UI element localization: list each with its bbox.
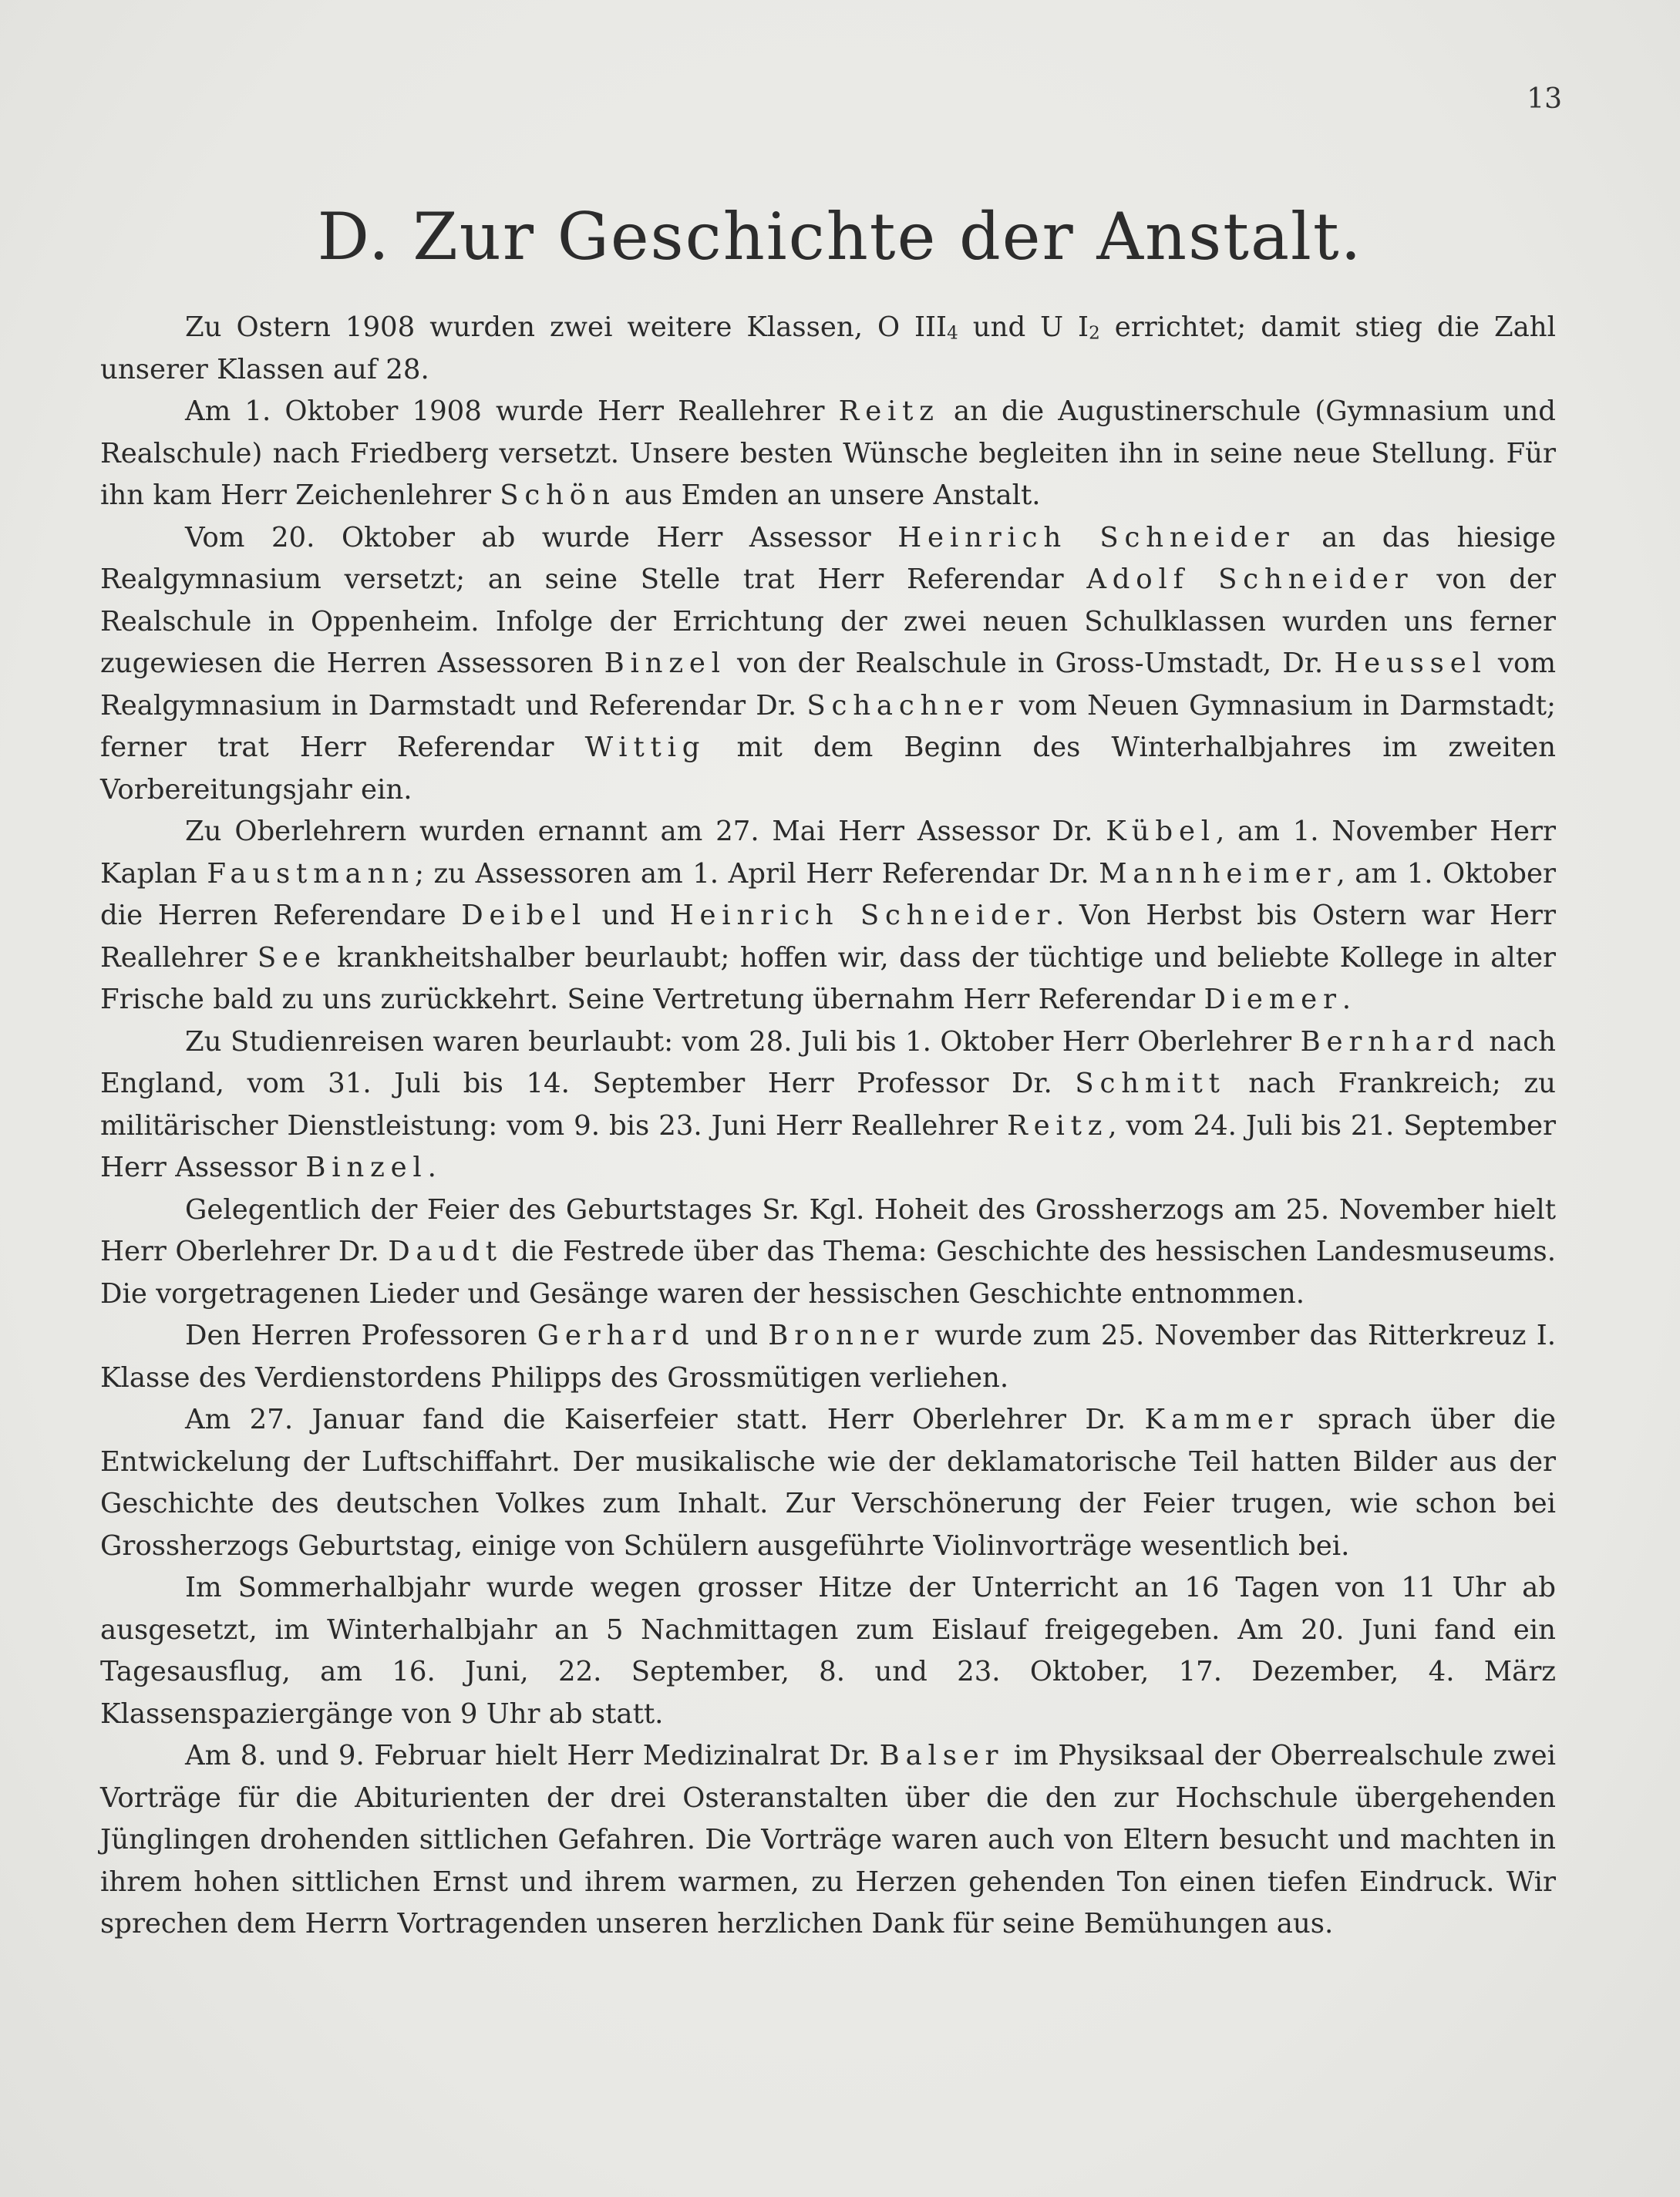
spaced-name: Balser — [879, 1740, 1005, 1771]
spaced-name: Bernhard — [1300, 1025, 1480, 1058]
paragraph — [100, 1315, 1556, 1399]
text-run: , am 1. November Herr Kaplan — [100, 816, 1556, 890]
subscript: 2 — [1089, 323, 1100, 344]
spaced-name: Heinrich Schneider — [669, 900, 1056, 931]
text-run: nach England, vom 31. Juli bis 14. September Herr Professor Dr. — [100, 1025, 1556, 1099]
text-run: ; zu Assessoren am 1. April Herr Referendar Dr. — [414, 857, 1099, 890]
text-run: an die Augustinerschule (Gymnasium und Realschule) nach Friedberg versetzt. Unsere besten Wünsche begleiten ihn in seine neue Stellung. Für ihn kam Herr Zeichenlehrer — [100, 395, 1556, 511]
text-run: Den Herren Professoren — [185, 1320, 537, 1351]
spaced-name: Mannheimer — [1099, 857, 1337, 890]
text-run: an das hiesige Realgymnasium versetzt; an seine Stelle trat Herr Referendar — [100, 521, 1556, 595]
text-run: krankheitshalber beurlaubt; hoffen wir, dass der tüchtige und beliebte Kollege in alter Frische bald zu uns zurückkehrt. Seine Vertretung übernahm Herr Referendar — [100, 941, 1556, 1015]
text-run: aus Emden an unsere Anstalt. — [615, 479, 1041, 511]
text-run: , vom 24. Juli bis 21. September Herr Assessor — [100, 1109, 1556, 1183]
text-run: Zu Ostern 1908 wurden zwei weitere Klassen, O III — [185, 311, 948, 343]
spaced-name: Heussel — [1334, 648, 1487, 679]
spaced-name: Daudt — [388, 1236, 503, 1267]
text-run: Zu Oberlehrern wurden ernannt am 27. Mai Herr Assessor Dr. — [185, 816, 1106, 847]
text-run: . Von Herbst bis Ostern war Herr Reallehrer — [100, 900, 1556, 974]
spaced-name: Deibel — [461, 900, 587, 931]
text-run: sprach über die Entwickelung der Luftschiffahrt. Der musikalische wie der deklamatorische Teil hatten Bilder aus der Geschichte des deutschen Volkes zum Inhalt. Zur Verschönerung der Feier trugen, wie schon bei Grossherzogs Geburtstag, einige von Schülern ausgeführte Violinvorträge wesentlich bei. — [100, 1404, 1556, 1562]
paragraph — [100, 1567, 1556, 1735]
text-run: Gelegentlich der Feier des Geburtstages Sr. Kgl. Hoheit des Grossherzogs am 25. November hielt Herr Oberlehrer Dr. — [100, 1193, 1556, 1267]
text-run: die Festrede über das Thema: Geschichte des hessischen Landesmuseums. Die vorgetragenen Lieder und Gesänge waren der hessischen Geschichte entnommen. — [100, 1236, 1557, 1310]
text-run: vom Neuen Gymnasium in Darmstadt; ferner trat Herr Referendar — [100, 689, 1556, 763]
spaced-name: Binzel — [604, 648, 726, 679]
paragraph — [100, 1399, 1556, 1567]
spaced-name: Reitz — [838, 395, 940, 427]
text-run: errichtet; damit stieg die Zahl unserer Klassen auf 28. — [100, 311, 1556, 385]
paragraph — [100, 1189, 1556, 1316]
text-run: von der Realschule in Oppenheim. Infolge der Errichtung der zwei neuen Schulklassen wurden uns ferner zugewiesen die Herren Assessoren — [100, 564, 1556, 679]
text-run: mit dem Beginn des Winterhalbjahres im zweiten Vorbereitungsjahr ein. — [100, 732, 1556, 806]
text-run: Im Sommerhalbjahr wurde wegen grosser Hitze der Unterricht an 16 Tagen von 11 Uhr ab ausgesetzt, im Winterhalbjahr an 5 Nachmittagen zum Eislauf freigegeben. Am 20. Juni fand ein Tagesausflug, am 16. Juni, 22. September, 8. und 23. Oktober, 17. Dezember, 4. März Klassenspaziergänge von 9 Uhr ab statt. — [100, 1572, 1556, 1730]
paragraph — [100, 1735, 1556, 1946]
text-run: von der Realschule in Gross-Umstadt, Dr. — [726, 648, 1335, 679]
paragraph — [100, 1021, 1556, 1189]
page-title: D. Zur Geschichte der Anstalt. — [317, 199, 1363, 274]
text-run: im Physiksaal der Oberrealschule zwei Vorträge für die Abiturienten der drei Osteranstalten über die den zur Hochschule übergehenden Jünglingen drohenden sittlichen Gefahren. Die Vorträge waren auch von Eltern besucht und machten in ihrem hohen sittlichen Ernst und ihrem warmen, zu Herzen gehenden Ton einen tiefen Eindruck. Wir sprechen dem Herrn Vortragenden unseren herzlichen Dank für seine Bemühungen aus. — [100, 1740, 1556, 1940]
text-run: und — [695, 1320, 769, 1351]
text-run: , am 1. Oktober die Herren Referendare — [100, 857, 1556, 931]
spaced-name: Binzel — [305, 1152, 428, 1183]
spaced-name: Kammer — [1144, 1404, 1299, 1435]
text-run: Vom 20. Oktober ab wurde Herr Assessor — [185, 521, 898, 553]
subscript: 4 — [947, 323, 958, 344]
text-run: . — [427, 1152, 436, 1183]
text-run: und U I — [958, 311, 1089, 343]
spaced-name: Adolf Schneider — [1086, 564, 1414, 595]
spaced-name: Diemer — [1204, 984, 1342, 1015]
paragraph — [100, 811, 1556, 1021]
text-run: Am 27. Januar fand die Kaiserfeier statt. Herr Oberlehrer Dr. — [185, 1404, 1145, 1435]
spaced-name: Faustmann — [207, 857, 415, 890]
spaced-name: Wittig — [584, 732, 706, 763]
text-run: Am 1. Oktober 1908 wurde Herr Reallehrer — [185, 395, 839, 427]
text-run: nach Frankreich; zu militärischer Dienstleistung: vom 9. bis 23. Juni Herr Reallehrer — [100, 1068, 1556, 1142]
spaced-name: See — [257, 941, 327, 974]
text-run: wurde zum 25. November das Ritterkreuz I. Klasse des Verdienstordens Philipps des Grossmütigen verliehen. — [100, 1320, 1557, 1394]
paragraph — [100, 391, 1556, 517]
spaced-name: Kübel — [1106, 816, 1216, 847]
spaced-name: Schön — [500, 479, 616, 511]
paragraph — [100, 517, 1556, 812]
spaced-name: Bronner — [768, 1320, 925, 1351]
spaced-name: Schmitt — [1075, 1068, 1226, 1099]
spaced-name: Schachner — [806, 689, 1009, 722]
spaced-name: Gerhard — [537, 1320, 695, 1351]
spaced-name: Reitz — [1007, 1109, 1109, 1142]
text-run: und — [587, 900, 670, 931]
page-number: 13 — [1527, 83, 1562, 115]
body-text — [100, 307, 1556, 1946]
text-run: Zu Studienreisen waren beurlaubt: vom 28. Juli bis 1. Oktober Herr Oberlehrer — [185, 1025, 1301, 1058]
paragraph — [100, 307, 1556, 391]
text-run: Am 8. und 9. Februar hielt Herr Medizinalrat Dr. — [185, 1740, 880, 1771]
text-run: vom Realgymnasium in Darmstadt und Referendar Dr. — [100, 648, 1556, 722]
text-run: . — [1342, 984, 1352, 1015]
spaced-name: Heinrich Schneider — [897, 521, 1295, 553]
